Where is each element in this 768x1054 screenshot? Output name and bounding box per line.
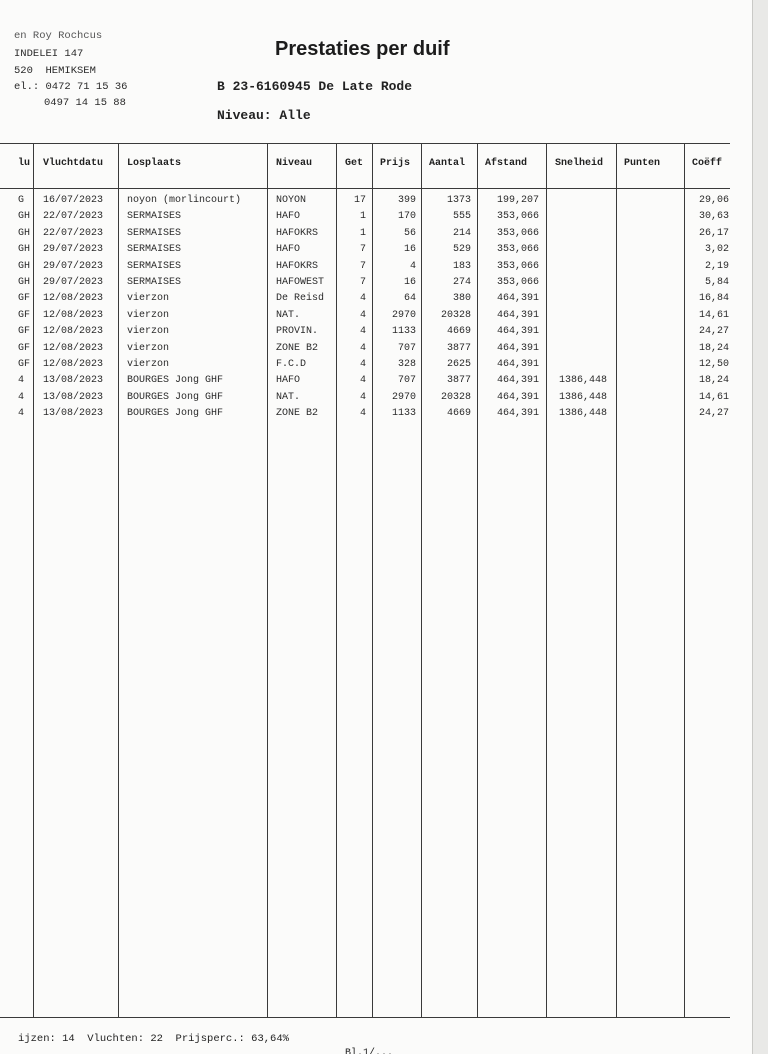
cell-afstand: 353,066 (496, 277, 539, 288)
table-row (0, 291, 730, 307)
cell-c: GH (18, 227, 31, 239)
cell-prijs: 328 (397, 359, 416, 370)
table-row (0, 259, 730, 275)
table-row (0, 275, 730, 291)
cell-date: 12/08/2023 (43, 293, 104, 305)
cell-niveau: HAFOWEST (276, 277, 325, 288)
cell-afstand: 464,391 (496, 391, 539, 403)
cell-get: 4 (359, 309, 366, 321)
cell-get: 4 (359, 391, 366, 403)
header-cell: Get (345, 158, 364, 169)
cell-coeff: 3,02 (704, 244, 729, 256)
cell-prijs: 2970 (391, 391, 416, 403)
header-cell: Aantal (429, 158, 466, 169)
cell-niveau: HAFOKRS (276, 227, 319, 239)
cell-coeff: 24,27 (698, 408, 729, 420)
cell-prijs: 707 (397, 375, 416, 387)
table-row (0, 193, 730, 209)
cell-c: GF (18, 293, 31, 305)
cell-place: vierzon (127, 342, 170, 354)
cell-get: 1 (359, 227, 366, 239)
cell-niveau: HAFO (276, 211, 301, 223)
table-header-border (0, 188, 730, 189)
cell-get: 4 (359, 326, 366, 338)
cell-coeff: 12,50 (698, 359, 729, 370)
cell-c: GF (18, 359, 31, 370)
cell-afstand: 464,391 (496, 359, 539, 370)
cell-aantal: 2625 (446, 359, 471, 370)
table-row (0, 308, 730, 324)
cell-place: SERMAISES (127, 227, 182, 239)
cell-date: 29/07/2023 (43, 277, 104, 288)
cell-niveau: ZONE B2 (276, 342, 319, 354)
cell-coeff: 18,24 (698, 342, 729, 354)
cell-aantal: 183 (452, 260, 471, 272)
table-row (0, 406, 730, 422)
cell-aantal: 1373 (446, 195, 471, 206)
cell-prijs: 170 (397, 211, 416, 223)
header-cell: Snelheid (555, 158, 604, 169)
cell-afstand: 464,391 (496, 326, 539, 338)
table-row (0, 324, 730, 340)
cell-get: 4 (359, 375, 366, 387)
cell-aantal: 4669 (446, 326, 471, 338)
table-bottom-border (0, 1017, 730, 1018)
cell-niveau: HAFOKRS (276, 260, 319, 272)
cell-coeff: 2,19 (704, 260, 729, 272)
cell-prijs: 1133 (391, 408, 416, 420)
cell-c: GF (18, 309, 31, 321)
cell-niveau: De Reisd (276, 293, 325, 305)
cell-afstand: 464,391 (496, 309, 539, 321)
header-cell: Niveau (276, 158, 313, 169)
cell-snelheid: 1386,448 (558, 375, 607, 387)
cell-niveau: HAFO (276, 375, 301, 387)
cell-place: BOURGES Jong GHF (127, 408, 224, 420)
cell-place: SERMAISES (127, 277, 182, 288)
header-cell: Vluchtdatu (43, 158, 104, 169)
cell-coeff: 5,84 (704, 277, 729, 288)
cell-aantal: 529 (452, 244, 471, 256)
cell-niveau: PROVIN. (276, 326, 319, 338)
niveau-label: Niveau: Alle (217, 108, 311, 123)
header-cell: Punten (624, 158, 661, 169)
cell-prijs: 1133 (391, 326, 416, 338)
cell-coeff: 14,61 (698, 309, 729, 321)
cell-aantal: 380 (452, 293, 471, 305)
header-cell: Coëff (692, 158, 723, 169)
cell-niveau: NAT. (276, 309, 301, 321)
cell-aantal: 20328 (440, 391, 471, 403)
table-row (0, 390, 730, 406)
header-cell: Afstand (485, 158, 528, 169)
cell-date: 22/07/2023 (43, 211, 104, 223)
owner-name: en Roy Rochcus (14, 30, 103, 42)
cell-c: 4 (18, 391, 25, 403)
page-title: Prestaties per duif (275, 38, 450, 60)
cell-date: 12/08/2023 (43, 326, 104, 338)
cell-c: 4 (18, 408, 25, 420)
cell-get: 4 (359, 408, 366, 420)
cell-coeff: 30,63 (698, 211, 729, 223)
cell-c: GH (18, 211, 31, 223)
cell-place: BOURGES Jong GHF (127, 375, 224, 387)
cell-get: 17 (353, 195, 366, 206)
table-row (0, 242, 730, 258)
cell-prijs: 56 (403, 227, 416, 239)
cell-coeff: 16,84 (698, 293, 729, 305)
cell-place: BOURGES Jong GHF (127, 391, 224, 403)
cell-place: SERMAISES (127, 244, 182, 256)
cell-prijs: 64 (403, 293, 416, 305)
cell-afstand: 199,207 (496, 195, 539, 206)
cell-get: 4 (359, 342, 366, 354)
cell-c: G (18, 195, 25, 206)
table-row (0, 226, 730, 242)
cell-place: vierzon (127, 293, 170, 305)
cell-prijs: 707 (397, 342, 416, 354)
cell-get: 4 (359, 359, 366, 370)
cell-place: SERMAISES (127, 211, 182, 223)
cell-afstand: 464,391 (496, 408, 539, 420)
table-top-border (0, 143, 730, 144)
cell-date: 13/08/2023 (43, 408, 104, 420)
cell-coeff: 14,61 (698, 391, 729, 403)
table-row (0, 357, 730, 373)
cell-afstand: 353,066 (496, 260, 539, 272)
owner-phone: el.: 0472 71 15 36 (14, 81, 128, 93)
owner-phone-2: 0497 14 15 88 (44, 97, 126, 109)
cell-get: 7 (359, 244, 366, 256)
cell-aantal: 3877 (446, 342, 471, 354)
cell-aantal: 20328 (440, 309, 471, 321)
cell-c: 4 (18, 375, 25, 387)
cell-place: noyon (morlincourt) (127, 195, 242, 206)
cell-place: SERMAISES (127, 260, 182, 272)
table-row (0, 373, 730, 389)
cell-prijs: 16 (403, 244, 416, 256)
header-cell: Losplaats (127, 158, 182, 169)
cell-place: vierzon (127, 309, 170, 321)
cell-afstand: 353,066 (496, 227, 539, 239)
cell-c: GH (18, 260, 31, 272)
cell-date: 29/07/2023 (43, 244, 104, 256)
cell-niveau: NAT. (276, 391, 301, 403)
cell-prijs: 4 (409, 260, 416, 272)
cell-aantal: 214 (452, 227, 471, 239)
cell-place: vierzon (127, 359, 170, 370)
cell-niveau: HAFO (276, 244, 301, 256)
summary-footer: ijzen: 14 Vluchten: 22 Prijsperc.: 63,64% (18, 1033, 289, 1045)
pigeon-id: B 23-6160945 De Late Rode (217, 79, 413, 94)
header-cell: lu (18, 158, 31, 169)
header-cell: Prijs (380, 158, 411, 169)
cell-date: 12/08/2023 (43, 359, 104, 370)
cell-niveau: F.C.D (276, 359, 307, 370)
cell-afstand: 464,391 (496, 342, 539, 354)
cell-date: 12/08/2023 (43, 342, 104, 354)
cell-date: 22/07/2023 (43, 227, 104, 239)
cell-prijs: 399 (397, 195, 416, 206)
cell-aantal: 555 (452, 211, 471, 223)
cell-coeff: 29,06 (698, 195, 729, 206)
table-row (0, 341, 730, 357)
cell-snelheid: 1386,448 (558, 408, 607, 420)
cell-prijs: 2970 (391, 309, 416, 321)
cell-c: GH (18, 277, 31, 288)
cell-prijs: 16 (403, 277, 416, 288)
cell-coeff: 18,24 (698, 375, 729, 387)
cell-snelheid: 1386,448 (558, 391, 607, 403)
cell-date: 13/08/2023 (43, 375, 104, 387)
cell-c: GH (18, 244, 31, 256)
page-number: Bl.1/... (345, 1048, 394, 1054)
cell-place: vierzon (127, 326, 170, 338)
table-row (0, 209, 730, 225)
cell-date: 13/08/2023 (43, 391, 104, 403)
cell-get: 1 (359, 211, 366, 223)
cell-get: 7 (359, 260, 366, 272)
cell-niveau: ZONE B2 (276, 408, 319, 420)
cell-afstand: 353,066 (496, 211, 539, 223)
cell-date: 29/07/2023 (43, 260, 104, 272)
cell-aantal: 4669 (446, 408, 471, 420)
cell-date: 12/08/2023 (43, 309, 104, 321)
owner-street: INDELEI 147 (14, 48, 84, 60)
cell-afstand: 464,391 (496, 293, 539, 305)
cell-aantal: 3877 (446, 375, 471, 387)
cell-c: GF (18, 326, 31, 338)
cell-coeff: 24,27 (698, 326, 729, 338)
cell-date: 16/07/2023 (43, 195, 104, 206)
cell-afstand: 353,066 (496, 244, 539, 256)
cell-aantal: 274 (452, 277, 471, 288)
cell-afstand: 464,391 (496, 375, 539, 387)
cell-get: 7 (359, 277, 366, 288)
cell-coeff: 26,17 (698, 227, 729, 239)
owner-city: 520 HEMIKSEM (14, 65, 96, 77)
cell-get: 4 (359, 293, 366, 305)
cell-c: GF (18, 342, 31, 354)
cell-niveau: NOYON (276, 195, 307, 206)
